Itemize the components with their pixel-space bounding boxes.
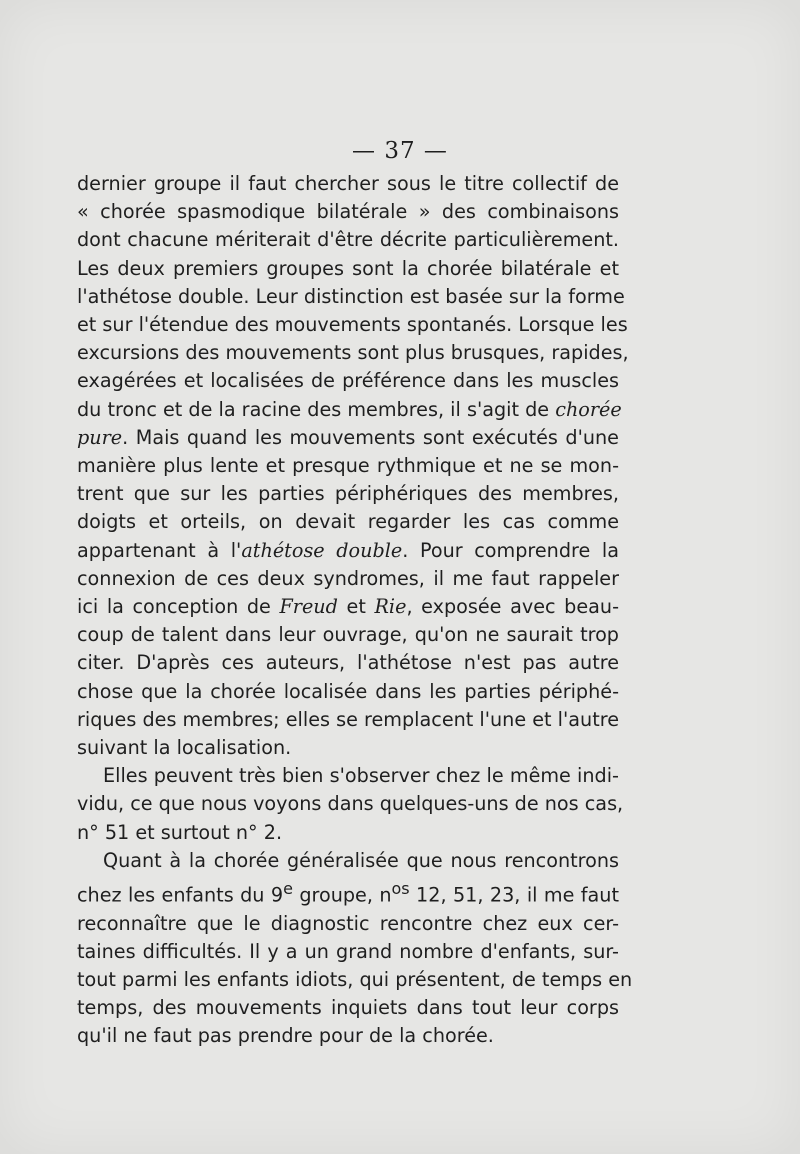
text-line: citer. D'après ces auteurs, l'athétose n'est pas autre — [77, 651, 619, 675]
author-name: Rie — [374, 595, 407, 619]
text-line: appartenant à l'athétose double. Pour comprendre la — [77, 538, 619, 562]
text-line: manière plus lente et presque rythmique et ne se mon- — [77, 454, 619, 478]
text-line: qu'il ne faut pas prendre pour de la chorée. — [77, 1024, 494, 1048]
italic-term: chorée — [555, 397, 622, 421]
text-line: chose que la chorée localisée dans les parties périphé- — [77, 679, 619, 703]
text-line: coup de talent dans leur ouvrage, qu'on ne saurait trop — [77, 623, 619, 647]
text-line: Quant à la chorée généralisée que nous rencontrons — [103, 848, 619, 872]
text-line: exagérées et localisées de préférence dans les muscles — [77, 369, 619, 393]
text-line: chez les enfants du 9e groupe, $n^{os}$ 12, 51, 23, il me faut — [77, 879, 619, 907]
body-text — [77, 170, 633, 1051]
text-line: vidu, ce que nous voyons dans quelques-uns de nos cas, — [77, 792, 624, 816]
superscript: os — [391, 879, 410, 899]
text-line: ici la conception de Freud et Rie, exposée avec beau- — [77, 595, 619, 619]
text-line: Les deux premiers groupes sont la chorée bilatérale et — [77, 256, 619, 280]
text-line: Elles peuvent très bien s'observer chez le même indi- — [103, 764, 619, 788]
text-line: « chorée spasmodique bilatérale » des combinaisons — [77, 200, 619, 224]
text-line: et sur l'étendue des mouvements spontanés. Lorsque les — [77, 313, 628, 337]
text-line: du tronc et de la racine des membres, il s'agit de chorée — [77, 397, 622, 421]
text-line: doigts et orteils, on devait regarder les cas comme — [77, 510, 619, 534]
text-line: riques des membres; elles se remplacent l'une et l'autre — [77, 707, 619, 731]
text-line: tout parmi les enfants idiots, qui présentent, de temps en — [77, 968, 633, 992]
text-line: connexion de ces deux syndromes, il me faut rappeler — [77, 566, 619, 590]
text-line: suivant la localisation. — [77, 736, 292, 760]
text-line: l'athétose double. Leur distinction est basée sur la forme — [77, 284, 625, 308]
text-line: trent que sur les parties périphériques des membres, — [77, 482, 619, 506]
page-number: — 37 — — [352, 138, 448, 164]
text-line: pure. Mais quand les mouvements sont exécutés d'une — [77, 425, 619, 449]
text-line: excursions des mouvements sont plus brusques, rapides, — [77, 341, 629, 365]
text-line: n° 51 et surtout n° 2. — [77, 820, 283, 844]
text-line: reconnaître que le diagnostic rencontre chez eux cer- — [77, 911, 619, 935]
italic-term: pure — [77, 425, 123, 449]
text-line: taines difficultés. Il y a un grand nombre d'enfants, sur- — [77, 939, 619, 963]
text-line: temps, des mouvements inquiets dans tout leur corps — [77, 996, 619, 1020]
author-name: Freud — [279, 595, 338, 619]
text-line: dernier groupe il faut chercher sous le titre collectif de — [77, 172, 619, 195]
text-line: dont chacune mériterait d'être décrite particulièrement. — [77, 228, 619, 252]
italic-term: athétose double — [241, 538, 403, 562]
superscript: e — [283, 879, 293, 899]
